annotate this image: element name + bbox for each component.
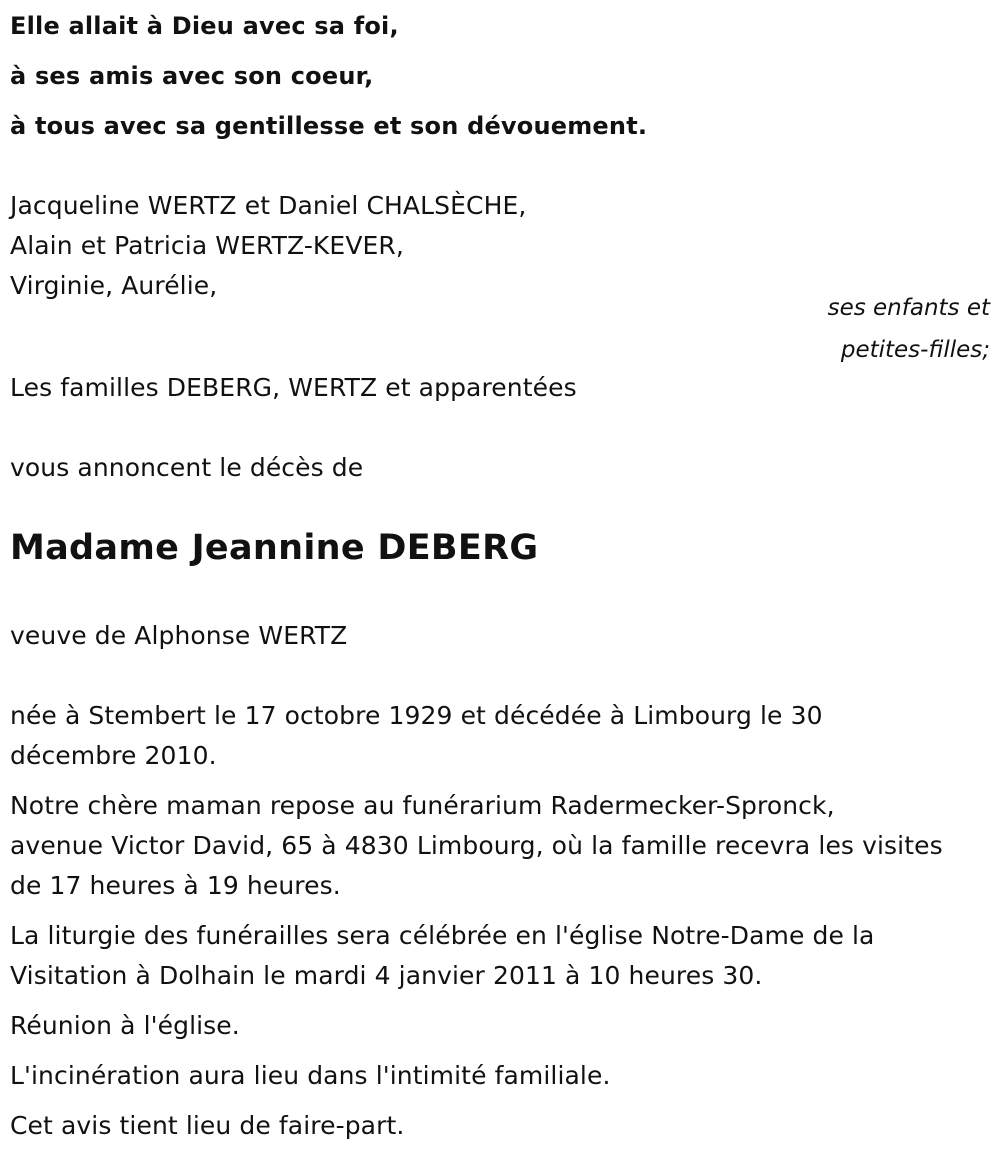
birth-line-1: née à Stembert le 17 octobre 1929 et décédée à Limbourg le 30 [10, 701, 823, 730]
family-line-2: Alain et Patricia WERTZ-KEVER, [10, 231, 404, 260]
notice-line: Cet avis tient lieu de faire-part. [10, 1111, 405, 1140]
quote-line-1: Elle allait à Dieu avec sa foi, [10, 12, 399, 40]
family-line-1: Jacqueline WERTZ et Daniel CHALSÈCHE, [10, 191, 527, 220]
meeting-line: Réunion à l'église. [10, 1011, 240, 1040]
family-line-3: Virginie, Aurélie, [10, 271, 218, 300]
rest-line-1: Notre chère maman repose au funérarium Radermecker-Spronck, [10, 791, 835, 820]
families-line: Les familles DEBERG, WERTZ et apparentées [10, 373, 577, 402]
quote-line-3: à tous avec sa gentillesse et son dévouement. [10, 112, 648, 140]
relation-line-1: ses enfants et [827, 295, 990, 321]
liturgy-line-1: La liturgie des funérailles sera célébrée en l'église Notre-Dame de la [10, 921, 875, 950]
relation-line-2: petites-filles; [840, 337, 990, 363]
rest-line-2: avenue Victor David, 65 à 4830 Limbourg, où la famille recevra les visites [10, 831, 943, 860]
rest-line-3: de 17 heures à 19 heures. [10, 871, 341, 900]
birth-line-2: décembre 2010. [10, 741, 217, 770]
cremation-line: L'incinération aura lieu dans l'intimité familiale. [10, 1061, 611, 1090]
announce-line: vous annoncent le décès de [10, 453, 364, 482]
liturgy-line-2: Visitation à Dolhain le mardi 4 janvier 2011 à 10 heures 30. [10, 961, 763, 990]
deceased-name: Madame Jeannine DEBERG [10, 528, 539, 568]
widow-line: veuve de Alphonse WERTZ [10, 621, 348, 650]
quote-line-2: à ses amis avec son coeur, [10, 62, 374, 90]
